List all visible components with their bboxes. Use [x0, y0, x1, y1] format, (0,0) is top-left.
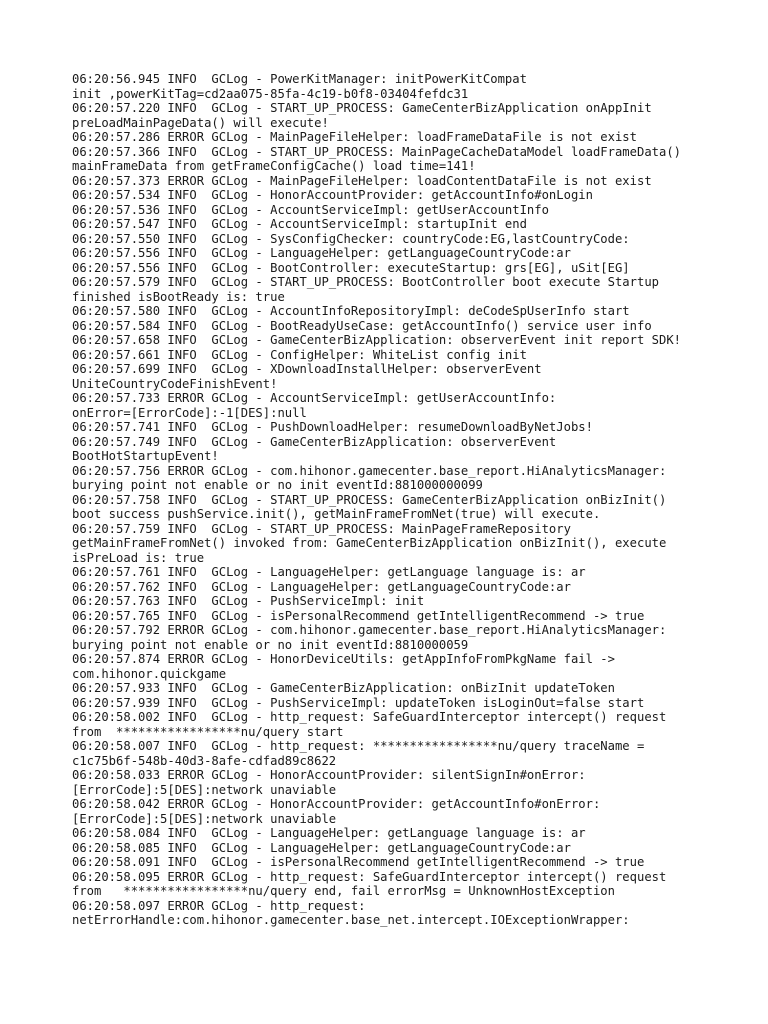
log-line: 06:20:57.749 INFO GCLog - GameCenterBizApplication: observerEvent	[72, 434, 557, 449]
log-line: 06:20:58.095 ERROR GCLog - http_request: SafeGuardInterceptor intercept() request	[72, 869, 667, 884]
log-line: 06:20:57.550 INFO GCLog - SysConfigChecker: countryCode:EG,lastCountryCode:	[72, 231, 630, 246]
log-line: 06:20:57.792 ERROR GCLog - com.hihonor.gamecenter.base_report.HiAnalyticsManager:	[72, 623, 667, 637]
log-line: [ErrorCode]:5[DES]:network unaviable	[72, 811, 337, 826]
log-line: from *****************nu/query start	[72, 724, 344, 739]
log-line: isPreLoad is: true	[72, 550, 205, 565]
log-line: from *****************nu/query end, fail errorMsg = UnknownHostException	[72, 884, 615, 898]
log-line: 06:20:57.373 ERROR GCLog - MainPageFileHelper: loadContentDataFile is not exist	[72, 173, 652, 188]
log-line: 06:20:57.220 INFO GCLog - START_UP_PROCESS: GameCenterBizApplication onAppInit	[72, 101, 652, 115]
log-line: c1c75b6f-548b-40d3-8afe-cdfad89c8622	[72, 753, 337, 768]
log-line: 06:20:58.033 ERROR GCLog - HonorAccountProvider: silentSignIn#onError:	[72, 768, 586, 782]
log-line: 06:20:57.939 INFO GCLog - PushServiceImpl: updateToken isLoginOut=false start	[72, 695, 645, 710]
log-text-view	[72, 72, 712, 928]
log-line: 06:20:57.661 INFO GCLog - ConfigHelper: WhiteList config init	[72, 347, 527, 362]
log-line: 06:20:57.556 INFO GCLog - BootController: executeStartup: grs[EG], uSit[EG]	[72, 260, 630, 275]
log-line: 06:20:57.933 INFO GCLog - GameCenterBizApplication: onBizInit updateToken	[72, 681, 615, 695]
log-line: 06:20:57.763 INFO GCLog - PushServiceImpl: init	[72, 594, 425, 608]
log-line: 06:20:57.547 INFO GCLog - AccountServiceImpl: startupInit end	[72, 217, 527, 231]
log-line: 06:20:57.874 ERROR GCLog - HonorDeviceUtils: getAppInfoFromPkgName fail ->	[72, 652, 615, 666]
log-line: 06:20:57.580 INFO GCLog - AccountInfoRepositoryImpl: deCodeSpUserInfo start	[72, 304, 630, 318]
log-line: netErrorHandle:com.hihonor.gamecenter.base_net.intercept.IOExceptionWrapper:	[72, 913, 630, 927]
log-line: 06:20:57.536 INFO GCLog - AccountServiceImpl: getUserAccountInfo	[72, 202, 549, 217]
log-line: 06:20:57.759 INFO GCLog - START_UP_PROCESS: MainPageFrameRepository	[72, 521, 571, 536]
log-line: 06:20:57.366 INFO GCLog - START_UP_PROCESS: MainPageCacheDataModel loadFrameData()	[72, 144, 682, 159]
log-line: 06:20:58.042 ERROR GCLog - HonorAccountProvider: getAccountInfo#onError:	[72, 797, 601, 811]
log-line: onError=[ErrorCode]:-1[DES]:null	[72, 405, 307, 420]
log-line: 06:20:58.002 INFO GCLog - http_request: SafeGuardInterceptor intercept() request	[72, 710, 667, 724]
log-line: 06:20:57.765 INFO GCLog - isPersonalRecommend getIntelligentRecommend -> true	[72, 608, 645, 623]
log-line: 06:20:57.699 INFO GCLog - XDownloadInstallHelper: observerEvent	[72, 362, 542, 376]
log-line: finished isBootReady is: true	[72, 289, 285, 304]
log-line: 06:20:57.584 INFO GCLog - BootReadyUseCase: getAccountInfo() service user info	[72, 318, 652, 333]
log-line: 06:20:57.758 INFO GCLog - START_UP_PROCESS: GameCenterBizApplication onBizInit()	[72, 492, 667, 507]
log-line: 06:20:57.534 INFO GCLog - HonorAccountProvider: getAccountInfo#onLogin	[72, 188, 593, 202]
log-line: 06:20:57.761 INFO GCLog - LanguageHelper: getLanguage language is: ar	[72, 565, 586, 579]
log-line: init ,powerKitTag=cd2aa075-85fa-4c19-b0f8-03404fefdc31	[72, 86, 469, 101]
log-line: 06:20:57.762 INFO GCLog - LanguageHelper: getLanguageCountryCode:ar	[72, 579, 571, 594]
log-line: 06:20:58.007 INFO GCLog - http_request: *****************nu/query traceName =	[72, 739, 645, 753]
log-line: 06:20:58.085 INFO GCLog - LanguageHelper: getLanguageCountryCode:ar	[72, 840, 571, 855]
log-line: 06:20:58.084 INFO GCLog - LanguageHelper: getLanguage language is: ar	[72, 826, 586, 840]
log-line: 06:20:57.579 INFO GCLog - START_UP_PROCESS: BootController boot execute Startup	[72, 275, 659, 289]
log-line: burying point not enable or no init eventId:881000000099	[72, 478, 483, 492]
log-line: 06:20:58.091 INFO GCLog - isPersonalRecommend getIntelligentRecommend -> true	[72, 855, 645, 869]
log-line: getMainFrameFromNet() invoked from: GameCenterBizApplication onBizInit(), execute	[72, 536, 667, 550]
log-line: 06:20:57.733 ERROR GCLog - AccountServiceImpl: getUserAccountInfo:	[72, 391, 557, 405]
log-line: 06:20:57.286 ERROR GCLog - MainPageFileHelper: loadFrameDataFile is not exist	[72, 130, 637, 144]
log-line: 06:20:57.658 INFO GCLog - GameCenterBizApplication: observerEvent init report SDK!	[72, 333, 682, 347]
log-line: 06:20:57.741 INFO GCLog - PushDownloadHelper: resumeDownloadByNetJobs!	[72, 420, 593, 434]
log-line: mainFrameData from getFrameConfigCache() load time=141!	[72, 159, 476, 173]
log-line: 06:20:58.097 ERROR GCLog - http_request:	[72, 898, 366, 913]
log-line: 06:20:57.756 ERROR GCLog - com.hihonor.gamecenter.base_report.HiAnalyticsManager:	[72, 463, 667, 478]
log-line: 06:20:56.945 INFO GCLog - PowerKitManager: initPowerKitCompat	[72, 72, 527, 86]
log-line: BootHotStartupEvent!	[72, 449, 219, 463]
log-line: com.hihonor.quickgame	[72, 666, 227, 681]
log-line: [ErrorCode]:5[DES]:network unaviable	[72, 782, 337, 797]
log-line: 06:20:57.556 INFO GCLog - LanguageHelper: getLanguageCountryCode:ar	[72, 246, 571, 260]
log-line: preLoadMainPageData() will execute!	[72, 115, 329, 130]
log-line: UniteCountryCodeFinishEvent!	[72, 376, 278, 391]
log-line: boot success pushService.init(), getMainFrameFromNet(true) will execute.	[72, 507, 601, 521]
log-line: burying point not enable or no init eventId:8810000059	[72, 637, 469, 652]
